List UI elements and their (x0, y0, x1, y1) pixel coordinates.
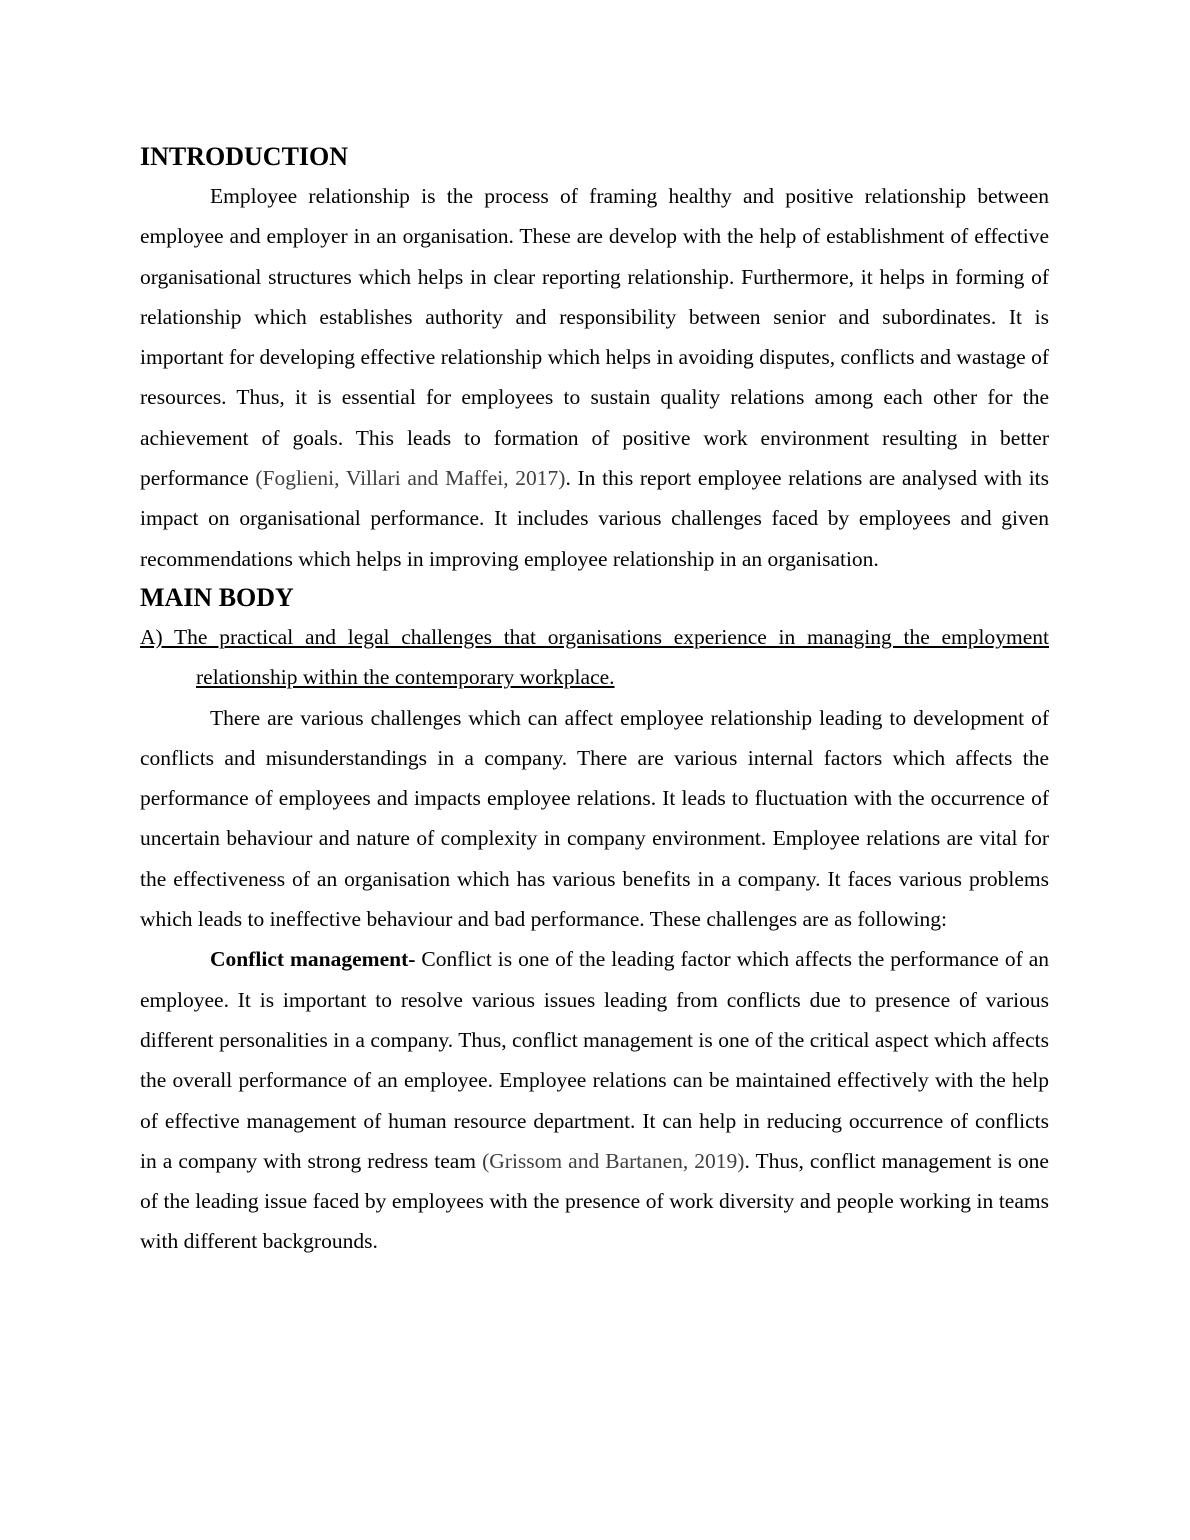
conflict-management-term: Conflict management- (210, 947, 416, 972)
introduction-heading: INTRODUCTION (140, 142, 349, 171)
document-page (140, 138, 1049, 1262)
conflict-management-tail: . Thus, conflict management is one of the leading issue faced by employees with the presence of work diversity and people working in teams with different backgrounds. (140, 1148, 1049, 1254)
introduction-text-tail: . In this report employee relations are analysed with its impact on organisational performance. It includes various challenges faced by employees and given recommendations which helps in improving employee relationship in an organisation. (140, 466, 1050, 571)
section-a-paragraph: There are various challenges which can affect employee relationship leading to development of conflicts and misunderstandings in a company. There are various internal factors which affects the performance of employees and impacts employee relations. It leads to fluctuation with the occurrence of uncertain behaviour and nature of complexity in company environment. Employee relations are vital for the effectiveness of an organisation which has various benefits in a company. It faces various problems which leads to ineffective behaviour and bad performance. These challenges are as following: (140, 705, 1049, 932)
introduction-text: Employee relationship is the process of framing healthy and positive relationship between employee and employer in an organisation. These are develop with the help of establishment of effective organisational structures which helps in clear reporting relationship. Furthermore, it helps in forming of relationship which establishes authority and responsibility between senior and subordinates. It is important for developing effective relationship which helps in avoiding disputes, conflicts and wastage of resources. Thus, it is essential for employees to sustain quality relations among each other for the achievement of goals. This leads to formation of positive work environment resulting in better performance (140, 184, 1049, 491)
section-a-title: A) The practical and legal challenges that organisations experience in managing the employment relationship within the contemporary workplace. (140, 624, 1049, 690)
citation-grissom: (Grissom and Bartanen, 2019) (482, 1148, 745, 1173)
citation-foglieni: (Foglieni, Villari and Maffei, 2017) (255, 466, 566, 491)
conflict-management-paragraph (140, 939, 1049, 1261)
introduction-paragraph (140, 176, 1049, 579)
conflict-management-text: Conflict is one of the leading factor which affects the performance of an employee. It is important to resolve various issues leading from conflicts due to presence of various different personalities in a company. Thus, conflict management is one of the critical aspect which affects the overall performance of an employee. Employee relations can be maintained effectively with the help of effective management of human resource department. It can help in reducing occurrence of conflicts in a company with strong redress team (140, 947, 1049, 1173)
main-body-heading: MAIN BODY (140, 582, 294, 612)
